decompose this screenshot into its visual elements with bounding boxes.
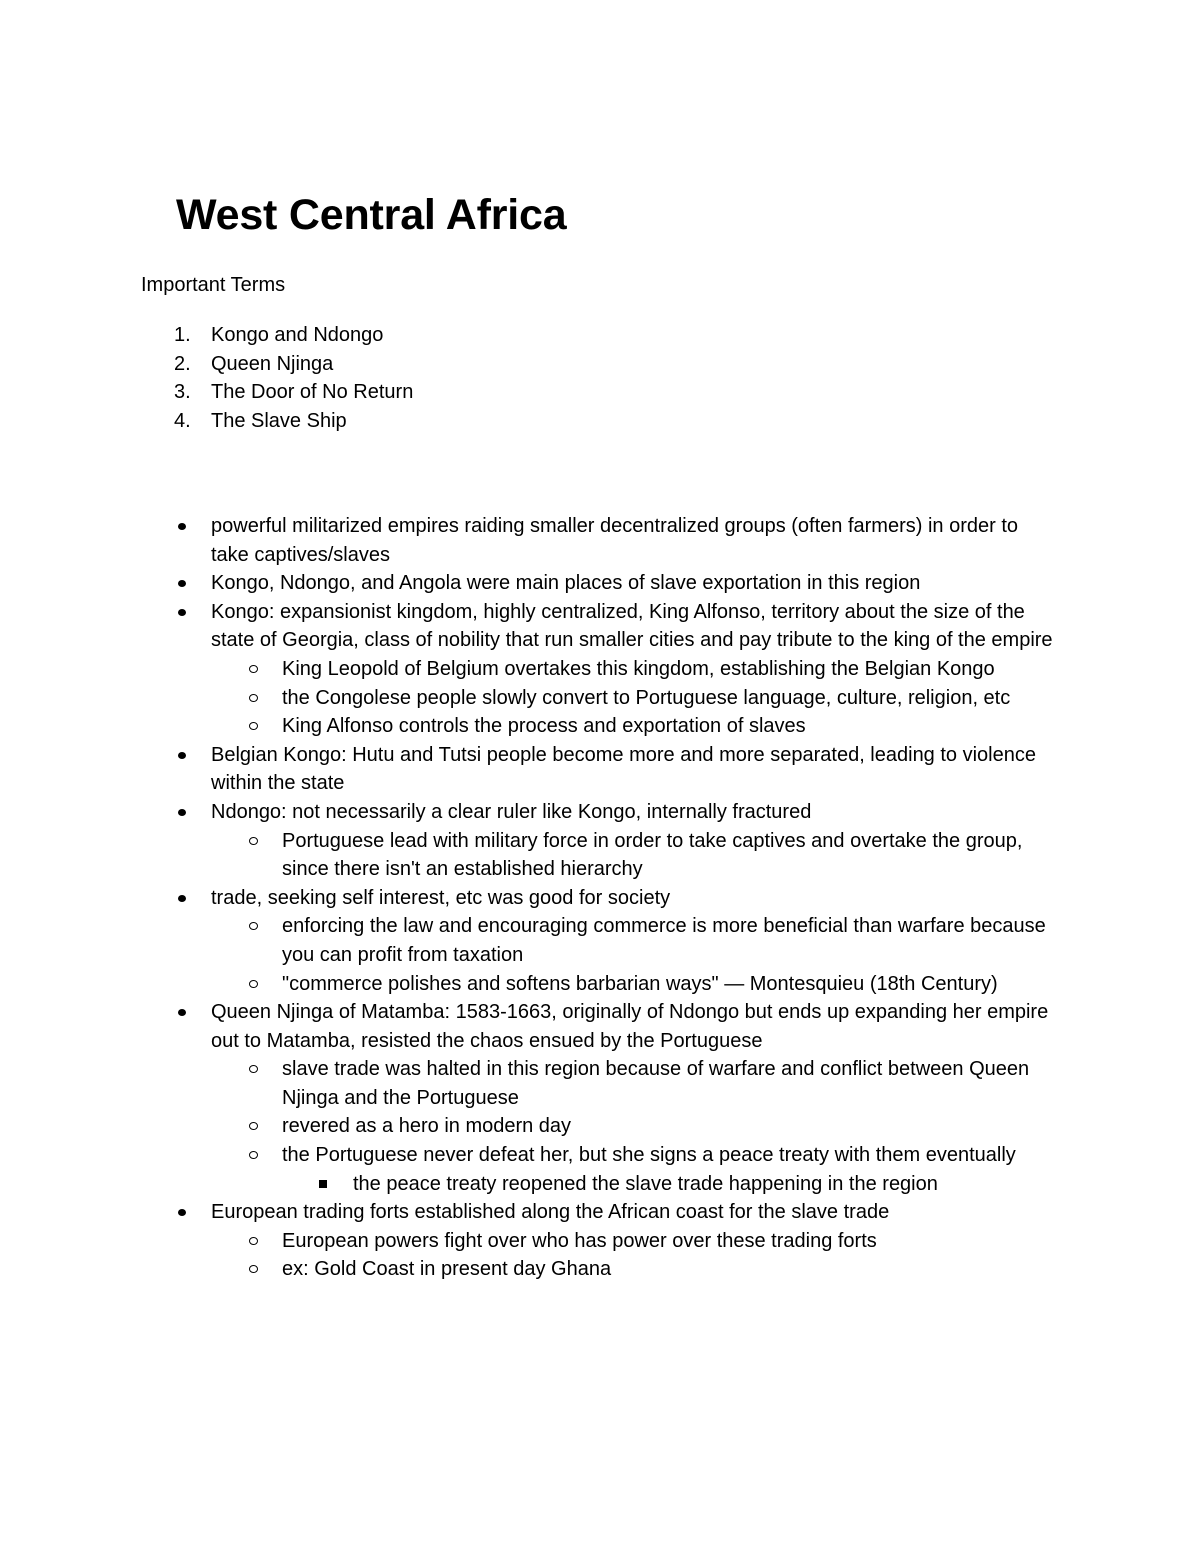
terms-list bbox=[141, 321, 1061, 435]
list-number: 3. bbox=[174, 381, 191, 404]
circle-icon bbox=[244, 684, 264, 713]
list-item bbox=[0, 598, 1061, 655]
list-item bbox=[141, 350, 1061, 379]
disc-icon bbox=[173, 512, 193, 541]
list-item bbox=[0, 798, 1061, 827]
list-item bbox=[0, 970, 1061, 999]
note-text: Ndongo: not necessarily a clear ruler like Kongo, internally fractured bbox=[211, 800, 812, 823]
list-item bbox=[0, 684, 1061, 713]
term-text: Kongo and Ndongo bbox=[211, 324, 384, 346]
disc-icon bbox=[173, 884, 193, 913]
list-item bbox=[0, 912, 1061, 969]
list-item bbox=[0, 512, 1061, 569]
note-text: European powers fight over who has power over these trading forts bbox=[282, 1229, 877, 1252]
disc-icon bbox=[173, 798, 193, 827]
note-text: enforcing the law and encouraging commerce is more beneficial than warfare because you can profit from taxation bbox=[282, 915, 1046, 966]
note-text: the Congolese people slowly convert to Portuguese language, culture, religion, etc bbox=[282, 686, 1011, 709]
disc-icon bbox=[173, 569, 193, 598]
list-item bbox=[141, 378, 1061, 407]
disc-icon bbox=[173, 1198, 193, 1227]
note-text: King Leopold of Belgium overtakes this kingdom, establishing the Belgian Kongo bbox=[282, 657, 995, 680]
list-number: 4. bbox=[174, 409, 191, 432]
notes-list bbox=[0, 512, 1200, 1284]
note-text: revered as a hero in modern day bbox=[282, 1115, 572, 1138]
circle-icon bbox=[244, 827, 264, 856]
list-number: 2. bbox=[174, 352, 191, 375]
term-text: The Slave Ship bbox=[211, 409, 347, 432]
note-text: Kongo, Ndongo, and Angola were main places of slave exportation in this region bbox=[211, 572, 921, 595]
list-item bbox=[141, 407, 1061, 436]
note-text: Belgian Kongo: Hutu and Tutsi people become more and more separated, leading to violence within the state bbox=[211, 743, 1036, 795]
list-item bbox=[0, 655, 1061, 684]
list-item bbox=[0, 1170, 1061, 1199]
note-text: slave trade was halted in this region because of warfare and conflict between Queen Njinga and the Portuguese bbox=[282, 1058, 1030, 1109]
note-text: trade, seeking self interest, etc was good for society bbox=[211, 886, 671, 909]
note-text: European trading forts established along the African coast for the slave trade bbox=[211, 1201, 890, 1224]
note-text: Kongo: expansionist kingdom, highly centralized, King Alfonso, territory about the size of the state of Georgia, class of nobility that run smaller cities and pay tribute to the king of the empire bbox=[211, 600, 1053, 652]
list-item bbox=[0, 741, 1061, 798]
list-item bbox=[0, 827, 1061, 884]
circle-icon bbox=[244, 1055, 264, 1084]
list-item bbox=[0, 998, 1061, 1055]
list-number: 1. bbox=[174, 324, 191, 346]
list-item bbox=[0, 1112, 1061, 1141]
circle-icon bbox=[244, 1255, 264, 1284]
list-item bbox=[0, 1055, 1061, 1112]
document-title: West Central Africa bbox=[176, 191, 567, 239]
note-text: Portuguese lead with military force in order to take captives and overtake the group, since there isn't an established hierarchy bbox=[282, 829, 1023, 881]
circle-icon bbox=[244, 655, 264, 684]
list-item bbox=[0, 1198, 1061, 1227]
circle-icon bbox=[244, 1227, 264, 1256]
circle-icon bbox=[244, 712, 264, 741]
note-text: the Portuguese never defeat her, but she signs a peace treaty with them eventually bbox=[282, 1144, 1016, 1167]
term-text: Queen Njinga bbox=[211, 352, 334, 375]
note-text: ex: Gold Coast in present day Ghana bbox=[282, 1258, 612, 1281]
circle-icon bbox=[244, 970, 264, 999]
note-text: Queen Njinga of Matamba: 1583-1663, originally of Ndongo but ends up expanding her empire out to Matamba, resisted the chaos ensued by the Portuguese bbox=[211, 1001, 1049, 1052]
list-item bbox=[141, 321, 1061, 350]
list-item bbox=[0, 712, 1061, 741]
note-text: the peace treaty reopened the slave trade happening in the region bbox=[353, 1172, 938, 1195]
disc-icon bbox=[173, 998, 193, 1027]
circle-icon bbox=[244, 1112, 264, 1141]
square-icon bbox=[314, 1170, 334, 1199]
list-item bbox=[0, 884, 1061, 913]
list-item bbox=[0, 1255, 1061, 1284]
circle-icon bbox=[244, 1141, 264, 1170]
list-item bbox=[0, 569, 1061, 598]
list-item bbox=[0, 1141, 1061, 1170]
note-text: powerful militarized empires raiding smaller decentralized groups (often farmers) in order to take captives/slaves bbox=[211, 515, 1019, 566]
list-item bbox=[0, 1227, 1061, 1256]
circle-icon bbox=[244, 912, 264, 941]
note-text: King Alfonso controls the process and exportation of slaves bbox=[282, 715, 806, 738]
term-text: The Door of No Return bbox=[211, 381, 414, 404]
disc-icon bbox=[173, 598, 193, 627]
disc-icon bbox=[173, 741, 193, 770]
section-heading: Important Terms bbox=[141, 274, 286, 296]
note-text: "commerce polishes and softens barbarian ways" — Montesquieu (18th Century) bbox=[282, 972, 998, 995]
